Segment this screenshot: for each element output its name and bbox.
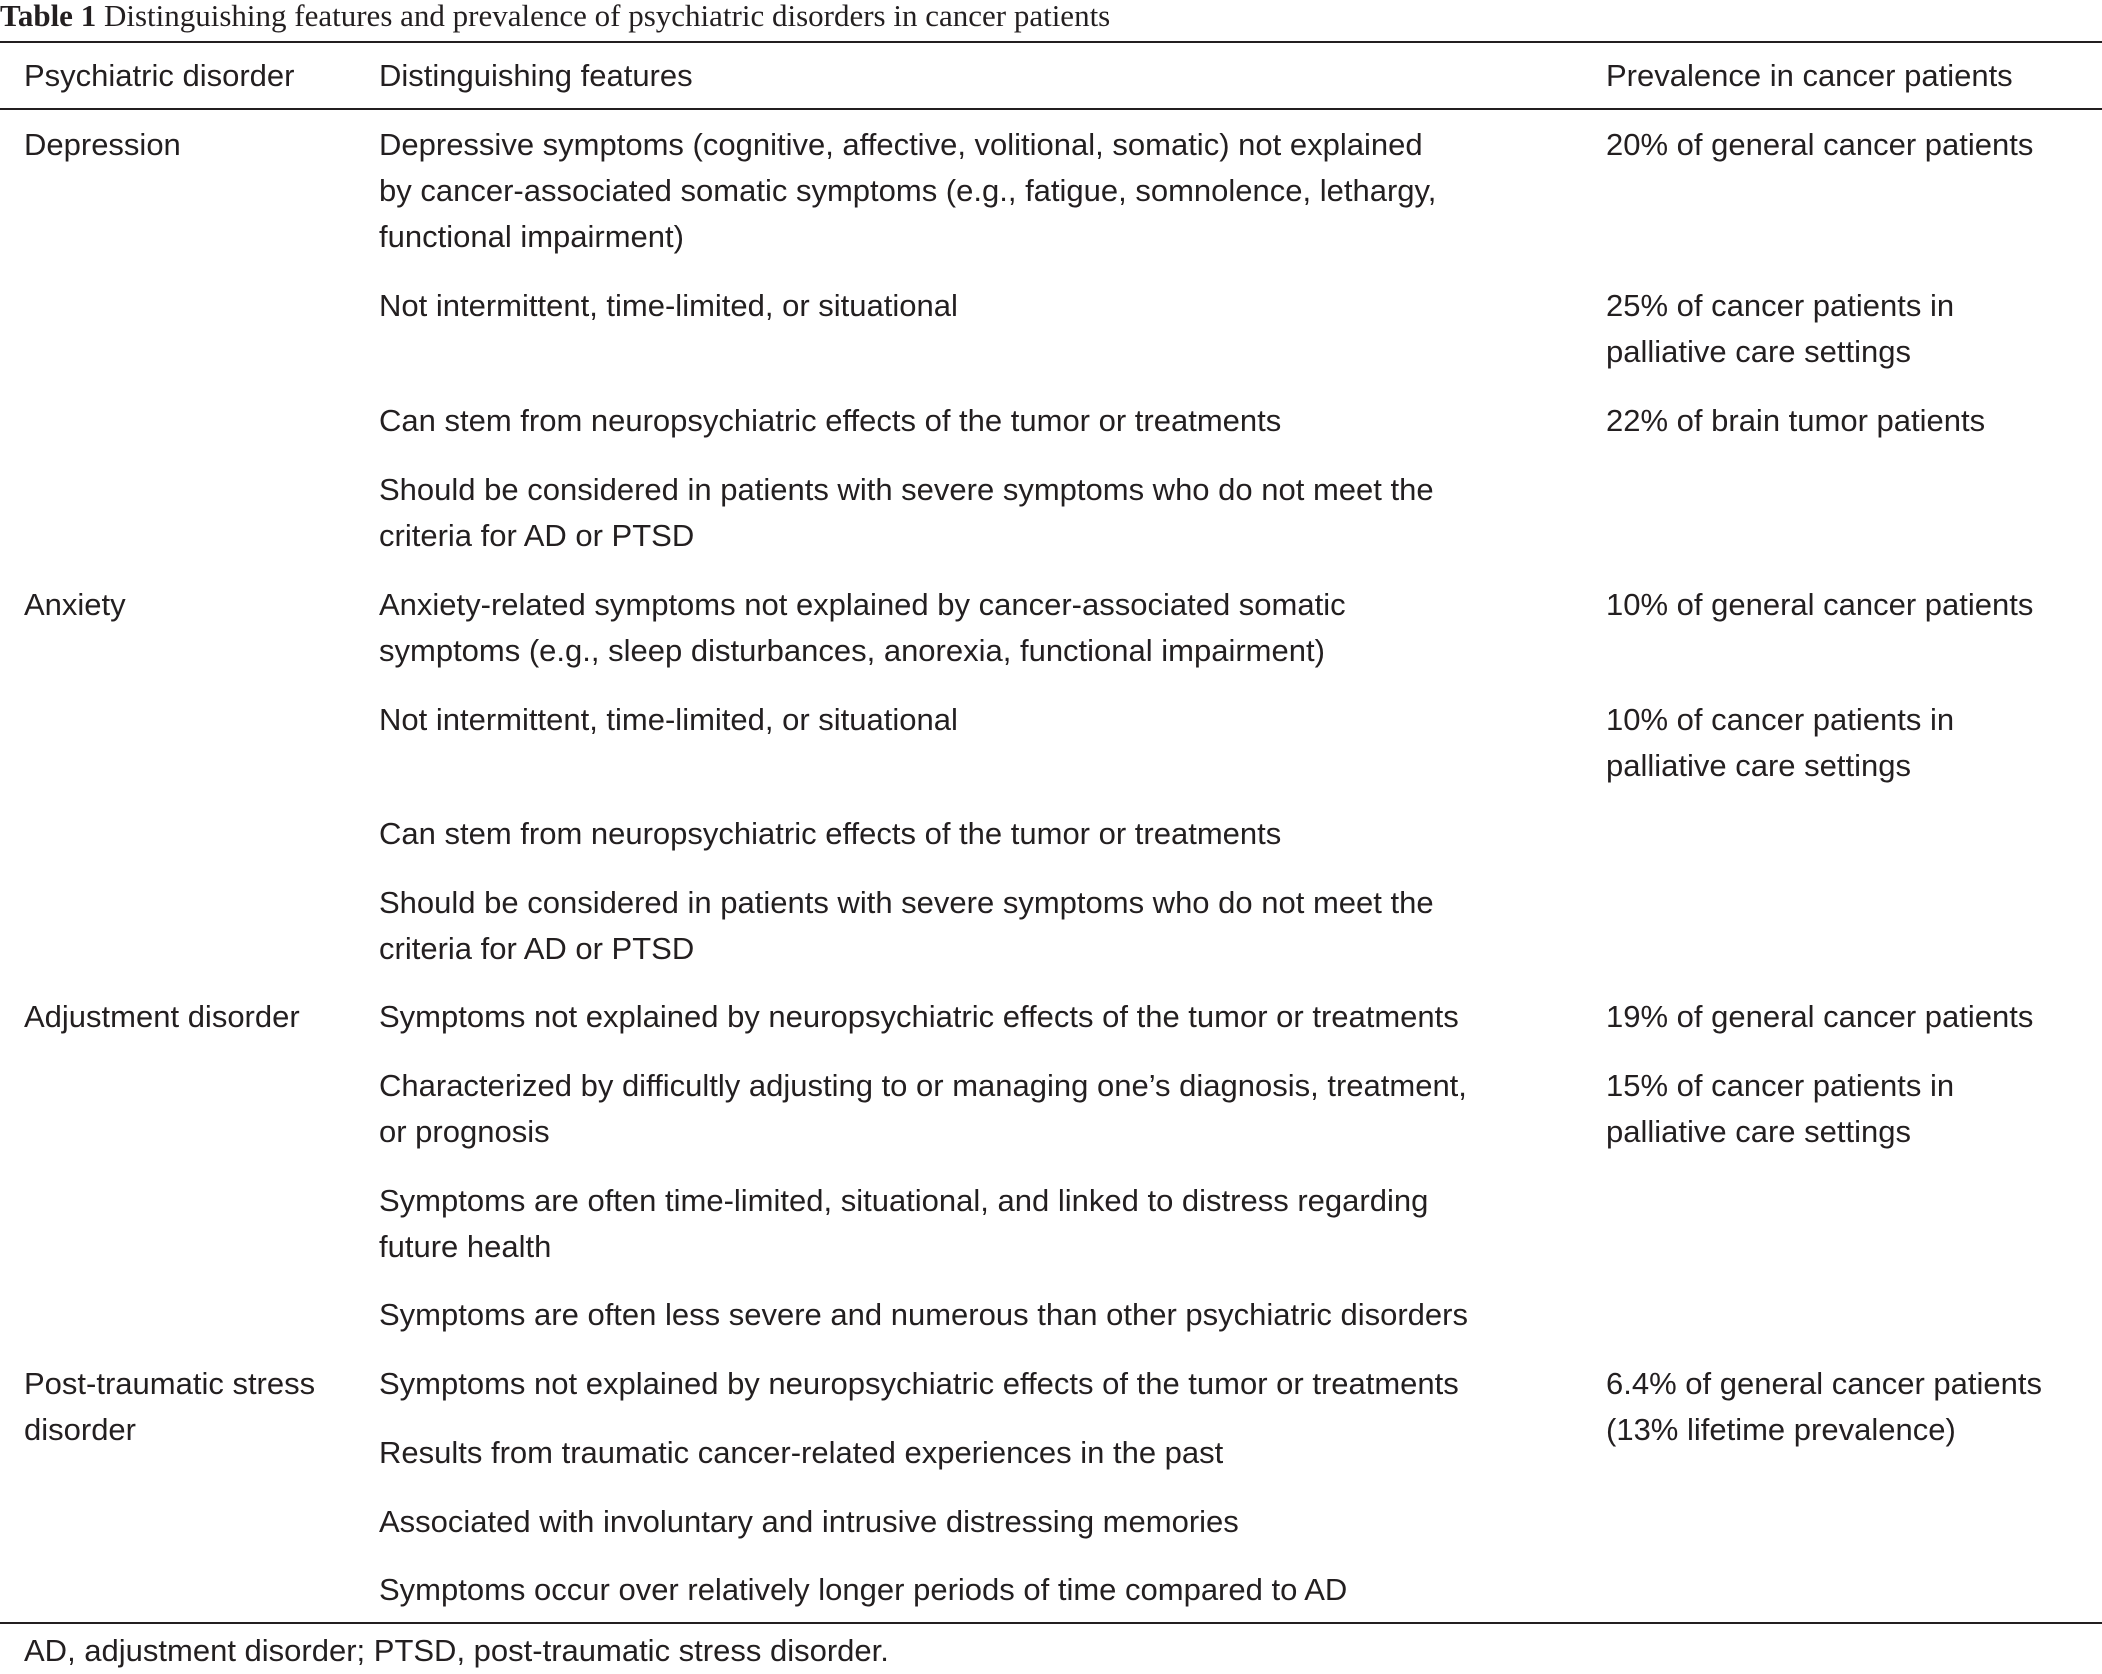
feature-depression-3: Can stem from neuropsychiatric effects of the tumor or treatments [379, 403, 1282, 438]
feature-anxiety-1: Anxiety-related symptoms not explained by cancer-associated somatic symptoms (e.g., sleep disturbances, anorexia, functional impairment) [379, 587, 1346, 668]
table-footnote: AD, adjustment disorder; PTSD, post-traumatic stress disorder. [24, 1633, 889, 1668]
table-header-rule [0, 108, 2102, 110]
feature-ptsd-1: Symptoms not explained by neuropsychiatric effects of the tumor or treatments [379, 1366, 1459, 1401]
table-bottom-rule [0, 1622, 2102, 1624]
prevalence-ptsd-1: 6.4% of general cancer patients (13% lifetime prevalence) [1606, 1366, 2042, 1447]
feature-anxiety-4: Should be considered in patients with severe symptoms who do not meet the criteria for AD or PTSD [379, 885, 1434, 966]
feature-adjustment-3: Symptoms are often time-limited, situational, and linked to distress regarding future health [379, 1183, 1429, 1264]
prevalence-anxiety-2: 10% of cancer patients in palliative care settings [1606, 702, 1955, 783]
feature-ptsd-2: Results from traumatic cancer-related experiences in the past [379, 1435, 1224, 1470]
table-caption [0, 0, 1110, 40]
header-prevalence: Prevalence in cancer patients [1606, 58, 2013, 93]
prevalence-adjustment-2: 15% of cancer patients in palliative care settings [1606, 1068, 1955, 1149]
prevalence-adjustment-1: 19% of general cancer patients [1606, 999, 2034, 1034]
prevalence-depression-2: 25% of cancer patients in palliative care settings [1606, 288, 1955, 369]
cell-disorder-adjustment: Adjustment disorder [24, 999, 300, 1034]
feature-adjustment-2: Characterized by difficultly adjusting to or managing one’s diagnosis, treatment, or prognosis [379, 1068, 1467, 1149]
feature-depression-4: Should be considered in patients with severe symptoms who do not meet the criteria for AD or PTSD [379, 472, 1434, 553]
feature-adjustment-1: Symptoms not explained by neuropsychiatric effects of the tumor or treatments [379, 999, 1459, 1034]
feature-ptsd-3: Associated with involuntary and intrusive distressing memories [379, 1504, 1239, 1539]
prevalence-depression-1: 20% of general cancer patients [1606, 127, 2034, 162]
prevalence-anxiety-1: 10% of general cancer patients [1606, 587, 2034, 622]
table-caption-text: Distinguishing features and prevalence of psychiatric disorders in cancer patients [103, 0, 1111, 33]
prevalence-depression-3: 22% of brain tumor patients [1606, 403, 1986, 438]
feature-depression-2: Not intermittent, time-limited, or situational [379, 288, 958, 323]
cell-disorder-depression: Depression [24, 127, 181, 162]
cell-disorder-anxiety: Anxiety [24, 587, 126, 622]
header-psychiatric-disorder: Psychiatric disorder [24, 58, 295, 93]
feature-anxiety-3: Can stem from neuropsychiatric effects of the tumor or treatments [379, 816, 1282, 851]
header-distinguishing-features: Distinguishing features [379, 58, 693, 93]
cell-disorder-ptsd: Post-traumatic stress disorder [24, 1366, 316, 1447]
feature-depression-1: Depressive symptoms (cognitive, affective, volitional, somatic) not explained by cancer-associated somatic symptoms (e.g., fatigue, somnolence, lethargy, functional impairment) [379, 127, 1437, 254]
table-top-rule [0, 41, 2102, 43]
feature-adjustment-4: Symptoms are often less severe and numerous than other psychiatric disorders [379, 1297, 1468, 1332]
feature-ptsd-4: Symptoms occur over relatively longer periods of time compared to AD [379, 1572, 1348, 1607]
feature-anxiety-2: Not intermittent, time-limited, or situational [379, 702, 958, 737]
table-caption-label: Table 1 [0, 0, 97, 33]
